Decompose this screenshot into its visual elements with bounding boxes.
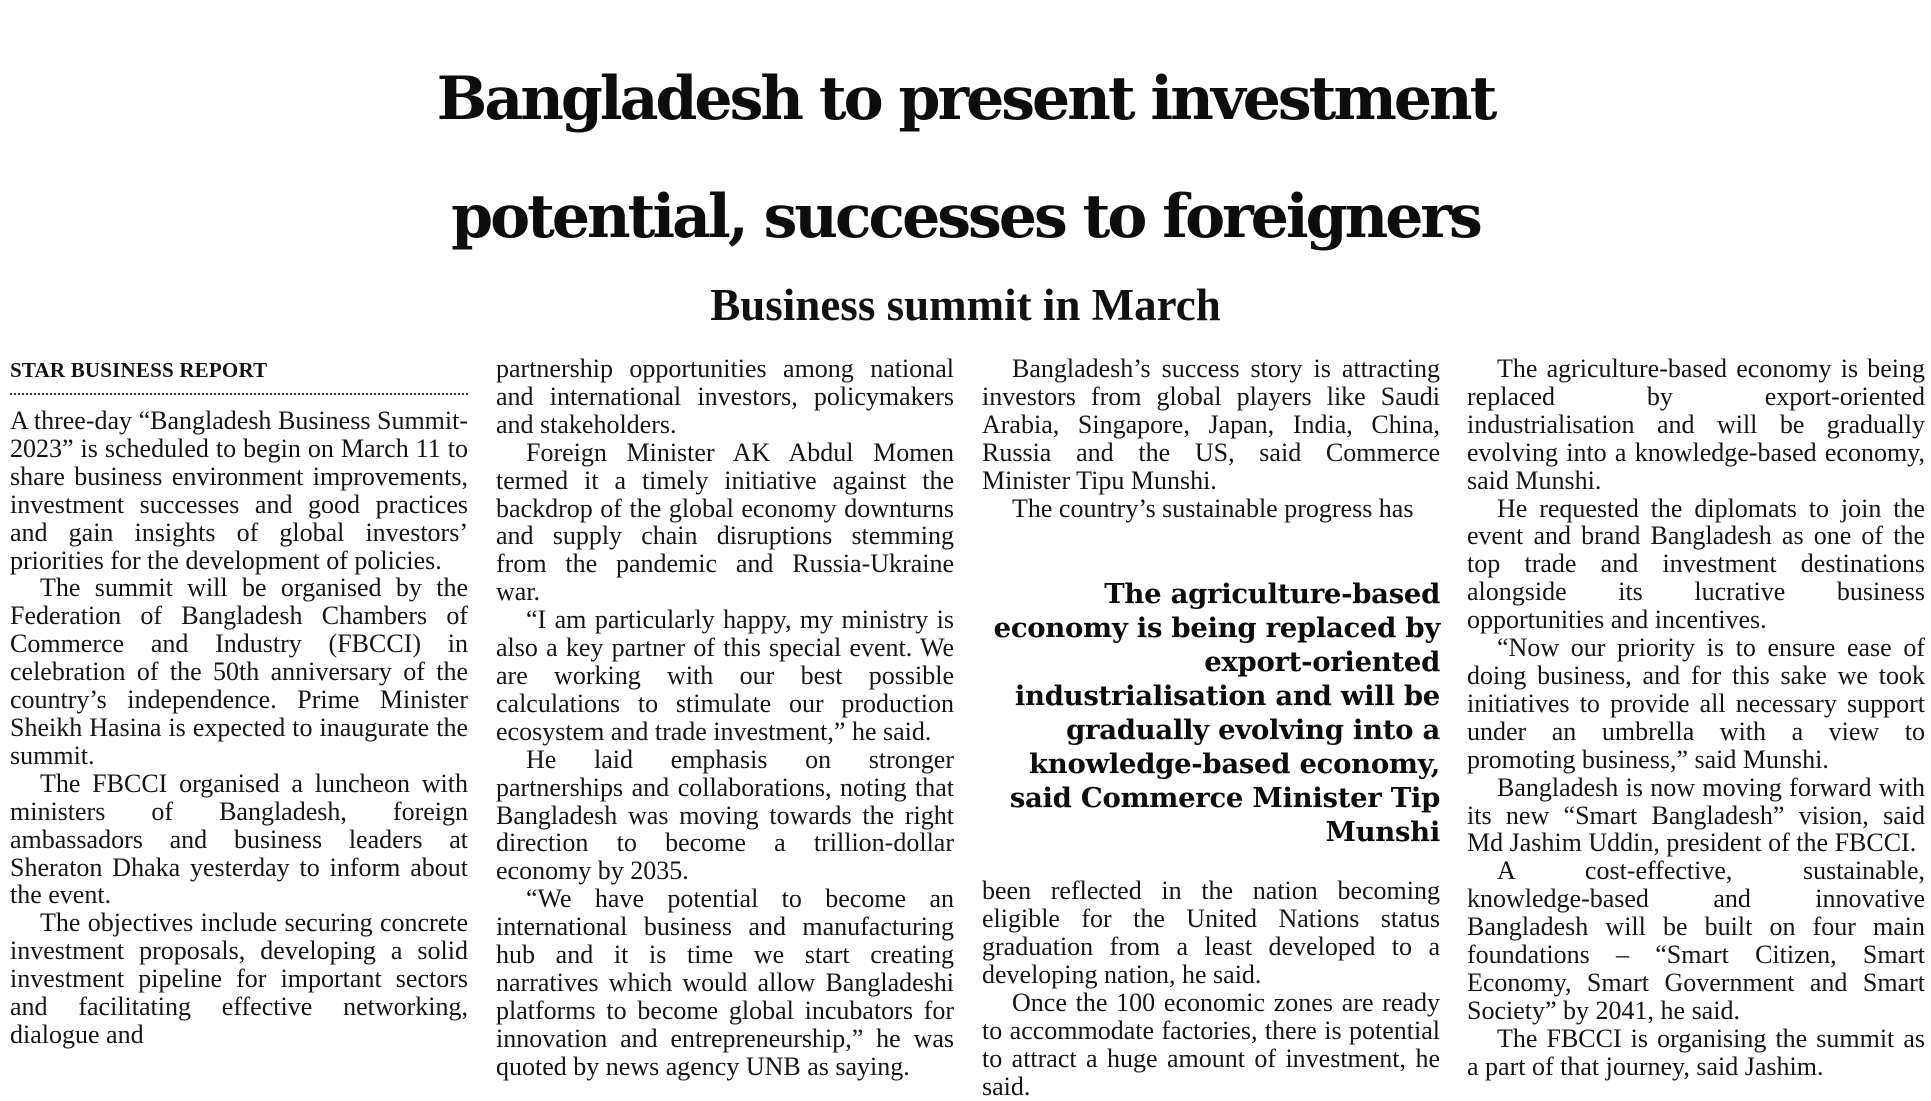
paragraph: A three-day “Bangladesh Business Summit-2023” is scheduled to begin on March 11 to share business environment improvements, investment successes and good practices and gain insights of global investors’ priorities for the development of policies. (10, 406, 468, 575)
article-column-4 (1467, 355, 1925, 1081)
paragraph: “Now our priority is to ensure ease of doing business, and for this sake we took initiatives to provide all necessary support under an umbrella with a view to promoting business,” said Munshi. (1467, 633, 1925, 774)
paragraph: Bangladesh’s success story is attracting investors from global players like Saudi Arabia, Singapore, Japan, India, China, Russia and the US, said Commerce Minister Tipu Munshi. (982, 354, 1440, 495)
headline-line-1: Bangladesh to present investment (436, 64, 1495, 134)
paragraph: The FBCCI organised a luncheon with ministers of Bangladesh, foreign ambassadors and business leaders at Sheraton Dhaka yesterday to inform about the event. (10, 768, 468, 910)
paragraph: Bangladesh is now moving forward with its new “Smart Bangladesh” vision, said Md Jashim Uddin, president of the FBCCI. (1467, 772, 1925, 858)
pull-quote: The agriculture-based economy is being replaced by export-oriented industrialisation and will be gradually evolving into a knowledge-based economy, said Commerce Minister Tip Munshi (993, 578, 1440, 849)
paragraph: “We have potential to become an international business and manufacturing hub and it is time we start creating narratives which would allow Bangladeshi platforms to become global incubators for innovation and entrepreneurship,” he was quoted by news agency UNB as saying. (496, 884, 954, 1081)
article-column-3 (982, 355, 1440, 1101)
paragraph: been reflected in the nation becoming eligible for the United Nations status graduation from a least developed to a developing nation, he said. (982, 876, 1440, 990)
byline: STAR BUSINESS REPORT (10, 355, 468, 395)
paragraph: The summit will be organised by the Federation of Bangladesh Chambers of Commerce and Industry (FBCCI) in celebration of the 50th anniversary of the country’s independence. Prime Minister Sheikh Hasina is expected to inaugurate the summit. (10, 573, 468, 770)
article-column-1 (10, 355, 468, 1049)
paragraph: Once the 100 economic zones are ready to accommodate factories, there is potential to attract a huge amount of investment, he said. (982, 988, 1440, 1101)
paragraph: Foreign Minister AK Abdul Momen termed it a timely initiative against the backdrop of the global economy downturns and supply chain disruptions stemming from the pandemic and Russia-Ukraine war. (496, 437, 954, 607)
paragraph: The country’s sustainable progress has (1012, 493, 1414, 523)
headline (0, 40, 1931, 276)
article-column-2 (496, 355, 954, 1081)
paragraph: The agriculture-based economy is being replaced by export-oriented industrialisation and will be gradually evolving into a knowledge-based economy, said Munshi. (1467, 354, 1925, 495)
paragraph: The objectives include securing concrete investment proposals, developing a solid investment pipeline for important sectors and facilitating effective networking, dialogue and (10, 908, 468, 1049)
paragraph: The FBCCI is organising the summit as a part of that journey, said Jashim. (1467, 1023, 1925, 1081)
paragraph: He laid emphasis on stronger partnerships and collaborations, noting that Bangladesh was moving towards the right direction to become a trillion-dollar economy by 2035. (496, 744, 954, 886)
paragraph: partnership opportunities among national and international investors, policymakers and stakeholders. (496, 354, 954, 439)
paragraph: He requested the diplomats to join the event and brand Bangladesh as one of the top trade and investment destinations alongside its lucrative business opportunities and incentives. (1467, 493, 1925, 635)
subheadline: Business summit in March (710, 280, 1221, 330)
paragraph: “I am particularly happy, my ministry is also a key partner of this special event. We are working with our best possible calculations to stimulate our production ecosystem and trade investment,” he said. (496, 605, 954, 746)
paragraph: A cost-effective, sustainable, knowledge-based and innovative Bangladesh will be built on four main foundations – “Smart Citizen, Smart Economy, Smart Government and Smart Society” by 2041, he said. (1467, 856, 1925, 1025)
headline-line-2: potential, successes to foreigners (451, 182, 1480, 252)
